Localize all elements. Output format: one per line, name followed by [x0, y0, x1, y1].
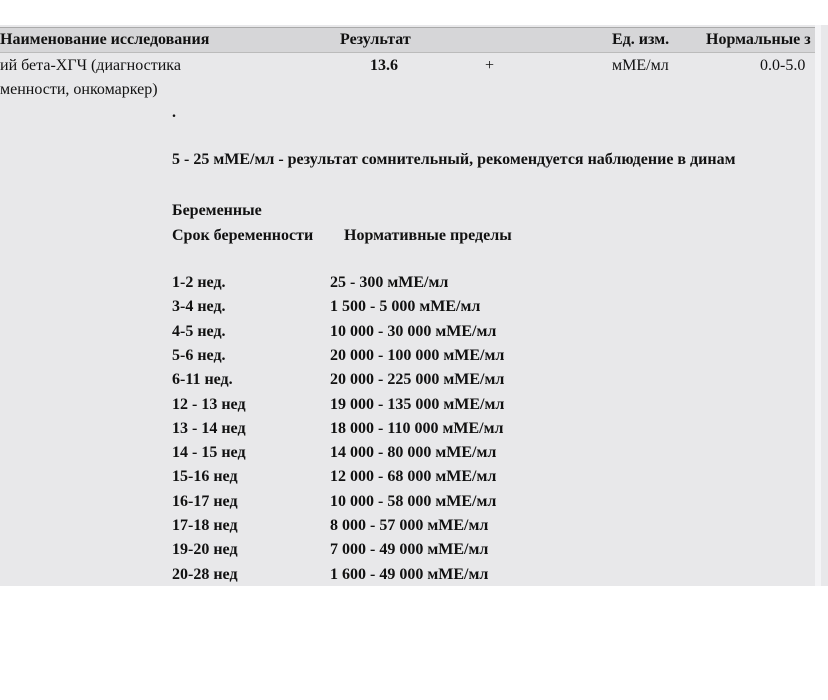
test-name-line2: менности, онкомаркер) [0, 81, 158, 98]
pregnant-title: Беременные [172, 202, 262, 219]
table-row-term: 3-4 нед. [172, 298, 226, 316]
table-row-range: 10 000 - 58 000 мМЕ/мл [330, 492, 497, 510]
test-name-line1: ий бета-ХГЧ (диагностика [0, 57, 181, 74]
table-row-term: 4-5 нед. [172, 322, 226, 340]
table-row-range: 10 000 - 30 000 мМЕ/мл [330, 322, 497, 340]
header-norms: Нормальные з [706, 31, 811, 48]
table-row-range: 20 000 - 225 000 мМЕ/мл [330, 371, 505, 389]
table-row-range: 19 000 - 135 000 мМЕ/мл [330, 395, 505, 413]
result-units: мМЕ/мл [612, 57, 669, 74]
table-row-term: 5-6 нед. [172, 346, 226, 364]
page-edge [815, 25, 821, 586]
table-row-term: 12 - 13 нед [172, 395, 246, 413]
table-row-term: 19-20 нед [172, 541, 238, 559]
table-row-term: 15-16 нед [172, 468, 238, 486]
table-row-range: 25 - 300 мМЕ/мл [330, 274, 449, 291]
note: 5 - 25 мМЕ/мл - результат сомнительный, рекомендуется наблюдение в динам [172, 151, 736, 168]
table-row-range: 20 000 - 100 000 мМЕ/мл [330, 346, 505, 364]
table-row-term: 6-11 нед. [172, 371, 233, 389]
header-result: Результат [340, 31, 411, 48]
table-row-range: 18 000 - 110 000 мМЕ/мл [330, 419, 504, 437]
table-row-range: 1 500 - 5 000 мМЕ/мл [330, 298, 481, 316]
table-row-range: 8 000 - 57 000 мМЕ/мл [330, 517, 489, 534]
dot: . [172, 104, 176, 121]
table-row-term: 14 - 15 нед [172, 444, 246, 462]
table-row-term: 16-17 нед [172, 492, 238, 510]
limits-header: Нормативные пределы [344, 227, 512, 244]
result-norm: 0.0-5.0 [760, 57, 806, 74]
table-row-term: 13 - 14 нед [172, 419, 246, 437]
table-row-range: 1 600 - 49 000 мМЕ/мл [330, 565, 489, 583]
table-row-term: 20-28 нед [172, 565, 238, 583]
table-row-range: 7 000 - 49 000 мМЕ/мл [330, 541, 489, 559]
table-row-range: 14 000 - 80 000 мМЕ/мл [330, 444, 497, 462]
table-row-term: 1-2 нед. [172, 274, 226, 291]
result-value: 13.6 [370, 57, 398, 74]
header-units: Ед. изм. [612, 31, 670, 48]
result-flag: + [485, 57, 495, 74]
table-row-range: 12 000 - 68 000 мМЕ/мл [330, 468, 497, 486]
term-header: Срок беременности [172, 227, 314, 244]
table-row-term: 17-18 нед [172, 517, 238, 534]
header-name: Наименование исследования [0, 31, 210, 48]
